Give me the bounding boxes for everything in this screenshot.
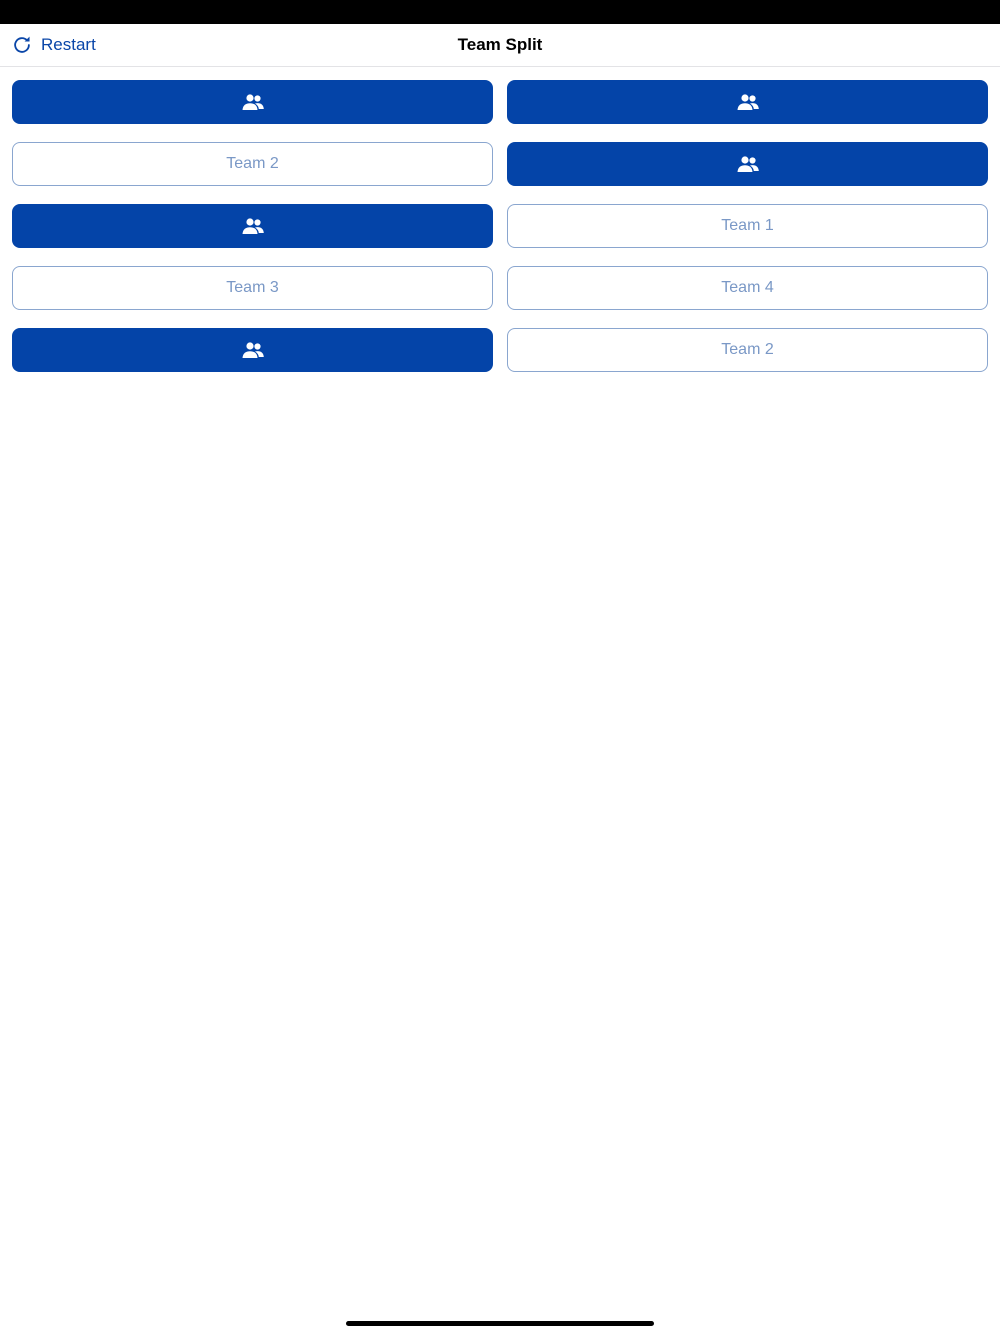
- people-icon: [241, 341, 265, 359]
- team-tile-label: Team 3: [226, 279, 279, 296]
- status-bar: [0, 0, 1000, 24]
- team-tile[interactable]: [507, 80, 988, 124]
- team-tile[interactable]: [12, 80, 493, 124]
- people-icon: [241, 93, 265, 111]
- people-icon: [736, 93, 760, 111]
- team-tile[interactable]: [12, 204, 493, 248]
- team-tile[interactable]: [507, 266, 988, 310]
- home-indicator: [346, 1321, 654, 1326]
- navigation-bar: [0, 24, 1000, 67]
- page-title: Team Split: [457, 35, 543, 54]
- people-icon: [241, 217, 265, 235]
- team-tile[interactable]: [12, 142, 493, 186]
- team-tile[interactable]: [507, 204, 988, 248]
- restart-label: Restart: [41, 35, 96, 54]
- team-tile-label: Team 2: [721, 341, 774, 358]
- team-tile[interactable]: [12, 328, 493, 372]
- people-icon: [736, 155, 760, 173]
- team-tile-label: Team 1: [721, 217, 774, 234]
- team-tile-grid: [12, 80, 988, 372]
- team-tile[interactable]: [507, 142, 988, 186]
- team-tile-label: Team 2: [226, 155, 279, 172]
- team-tile-label: Team 4: [721, 279, 774, 296]
- team-tile[interactable]: [12, 266, 493, 310]
- team-tile[interactable]: [507, 328, 988, 372]
